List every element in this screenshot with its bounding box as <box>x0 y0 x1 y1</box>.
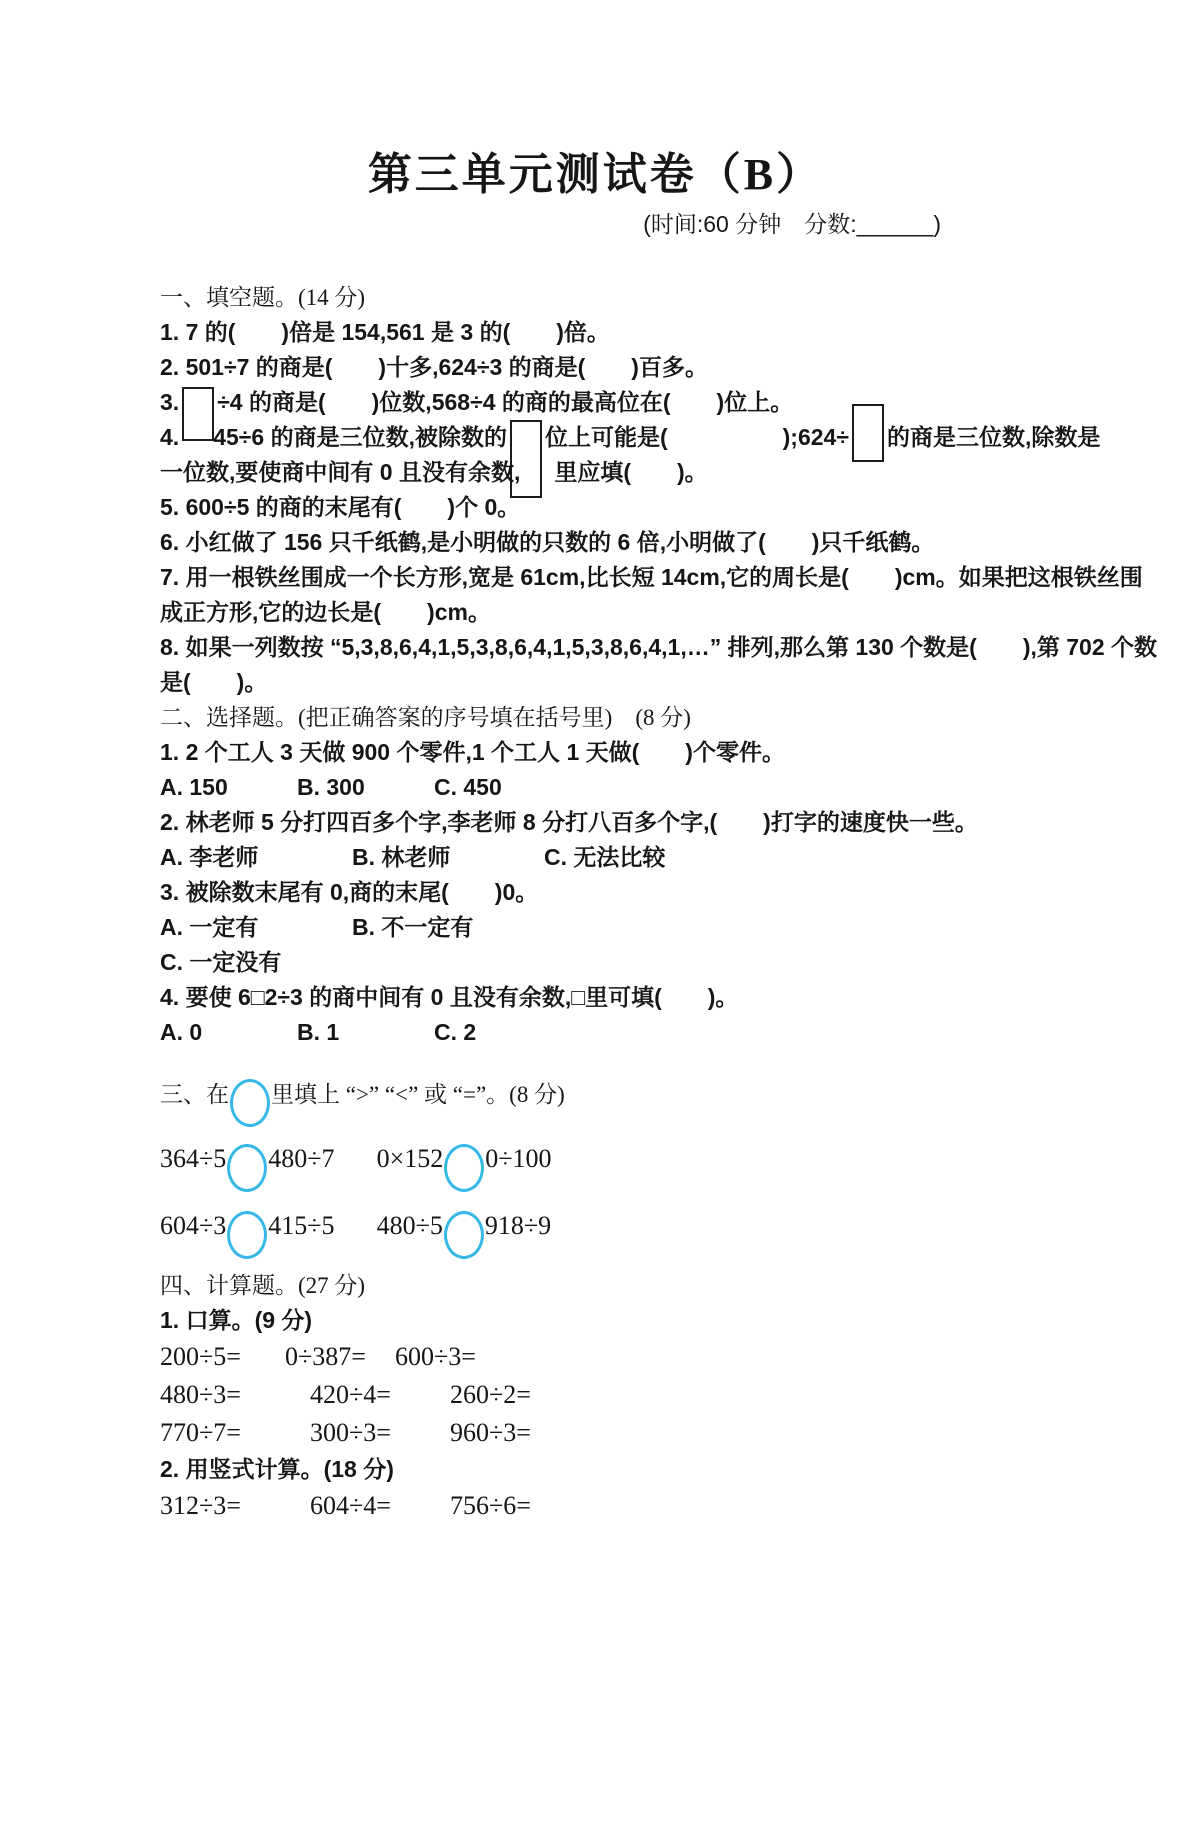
expression: 0÷100 <box>485 1144 552 1173</box>
fill-question-7-line-2: 成正方形,它的边长是( )cm。 <box>160 599 491 625</box>
vertical-calc-row <box>160 1487 1191 1525</box>
exam-meta: (时间:60 分钟 分数:______) <box>643 211 941 237</box>
vertical-calc-label: 2. 用竖式计算。(18 分) <box>160 1456 394 1482</box>
question-number: 3. <box>160 389 180 415</box>
option-c: C. 一定没有 <box>160 949 282 975</box>
expression: 364÷5 <box>160 1144 227 1173</box>
section-4-heading: 四、计算题。(27 分) <box>160 1273 366 1298</box>
fill-question-7: 7. 用一根铁丝围成一个长方形,宽是 61cm,比长短 14cm,它的周长是( )cm。如果把这根铁丝围 <box>160 564 1143 590</box>
fill-question-6: 6. 小红做了 156 只千纸鹤,是小明做的只数的 6 倍,小明做了( )只千纸鹤。 <box>160 529 935 555</box>
expression: 756÷6= <box>450 1491 531 1520</box>
question-text: 的商是三位数,除数是 <box>886 424 1101 450</box>
expression: 770÷7= <box>160 1418 241 1447</box>
page-title: 第三单元测试卷（B） <box>367 150 824 199</box>
section-multiple-choice <box>160 700 1191 1050</box>
section-1-heading: 一、填空题。(14 分) <box>160 285 366 310</box>
option-a: A. 0 <box>160 1019 203 1045</box>
compare-circle <box>230 1079 270 1127</box>
choice-question-4-options <box>160 1015 1191 1050</box>
question-text: 45÷6 的商是三位数,被除数的 <box>213 424 507 450</box>
exam-page <box>0 148 1191 1832</box>
oral-calc-label: 1. 口算。(9 分) <box>160 1307 313 1333</box>
expression: 300÷3= <box>310 1418 391 1447</box>
expression: 480÷7 <box>268 1144 335 1173</box>
option-b: B. 林老师 <box>352 844 451 870</box>
heading-text: 三、在 <box>160 1082 229 1107</box>
expression: 420÷4= <box>310 1380 391 1409</box>
compare-circle <box>444 1211 484 1259</box>
choice-question-2: 2. 林老师 5 分打四百多个字,李老师 8 分打八百多个字,( )打字的速度快一些。 <box>160 809 978 835</box>
expression: 600÷3= <box>395 1342 476 1371</box>
choice-question-3-options <box>160 910 1191 945</box>
option-c: C. 2 <box>434 1019 477 1045</box>
section-2-heading: 二、选择题。(把正确答案的序号填在括号里) (8 分) <box>160 705 691 730</box>
exam-body <box>0 280 1191 1525</box>
option-b: B. 不一定有 <box>352 914 474 940</box>
option-c: C. 450 <box>434 774 502 800</box>
expression: 260÷2= <box>450 1380 531 1409</box>
section-3-heading <box>160 1072 1191 1118</box>
choice-question-4: 4. 要使 6□2÷3 的商中间有 0 且没有余数,□里可填( )。 <box>160 984 739 1010</box>
section-fill-in-blanks <box>160 280 1191 700</box>
compare-circle <box>444 1144 484 1192</box>
choice-question-3-option-c <box>160 945 1191 980</box>
choice-question-2-options <box>160 840 1191 875</box>
fill-question-3 <box>160 385 1191 420</box>
oral-calc-row-2 <box>160 1376 1191 1414</box>
fill-question-8: 8. 如果一列数按 “5,3,8,6,4,1,5,3,8,6,4,1,5,3,8,6,4,1,…” 排列,那么第 130 个数是( ),第 702 个数 <box>160 634 1158 660</box>
option-b: B. 300 <box>297 774 365 800</box>
expression: 0×152 <box>376 1144 444 1173</box>
question-number: 4. <box>160 424 180 450</box>
compare-circle <box>227 1211 267 1259</box>
option-a: A. 一定有 <box>160 914 259 940</box>
fill-question-8-line-2: 是( )。 <box>160 669 268 695</box>
option-b: B. 1 <box>297 1019 340 1045</box>
oral-calc-row-3 <box>160 1414 1191 1452</box>
option-a: A. 李老师 <box>160 844 259 870</box>
oral-calc-row-1 <box>160 1338 1191 1376</box>
expression: 200÷5= <box>160 1342 241 1371</box>
heading-text: 里填上 “>” “<” 或 “=”。(8 分) <box>271 1082 565 1107</box>
expression: 918÷9 <box>484 1211 552 1240</box>
section-calculation <box>160 1268 1191 1525</box>
compare-circle <box>227 1144 267 1192</box>
expression: 604÷4= <box>310 1491 391 1520</box>
choice-question-1-options <box>160 770 1191 805</box>
section-compare <box>160 1072 1191 1252</box>
question-text: 一位数,要使商中间有 0 且没有余数, <box>160 459 521 485</box>
option-a: A. 150 <box>160 774 228 800</box>
choice-question-1: 1. 2 个工人 3 天做 900 个零件,1 个工人 1 天做( )个零件。 <box>160 739 785 765</box>
fill-question-2: 2. 501÷7 的商是( )十多,624÷3 的商是( )百多。 <box>160 354 708 380</box>
expression: 312÷3= <box>160 1491 241 1520</box>
option-c: C. 无法比较 <box>544 844 666 870</box>
question-text: 里应填( )。 <box>554 459 708 485</box>
compare-row-1 <box>160 1134 1191 1185</box>
fill-question-1: 1. 7 的( )倍是 154,561 是 3 的( )倍。 <box>160 319 610 345</box>
answer-box <box>852 404 884 462</box>
fill-question-5: 5. 600÷5 的商的末尾有( )个 0。 <box>160 494 521 520</box>
expression: 604÷3 <box>160 1211 227 1240</box>
fill-question-4 <box>160 420 1191 455</box>
question-text: 位上可能是( );624÷ <box>544 424 849 450</box>
expression: 0÷387= <box>285 1342 366 1371</box>
expression: 415÷5 <box>268 1211 335 1240</box>
compare-row-2 <box>160 1201 1191 1252</box>
question-text: ÷4 的商是( )位数,568÷4 的商的最高位在( )位上。 <box>217 389 794 415</box>
expression: 480÷3= <box>160 1380 241 1409</box>
expression: 960÷3= <box>450 1418 531 1447</box>
fill-question-4-line-2 <box>160 455 1191 490</box>
choice-question-3: 3. 被除数末尾有 0,商的末尾( )0。 <box>160 879 539 905</box>
expression: 480÷5 <box>376 1211 443 1240</box>
